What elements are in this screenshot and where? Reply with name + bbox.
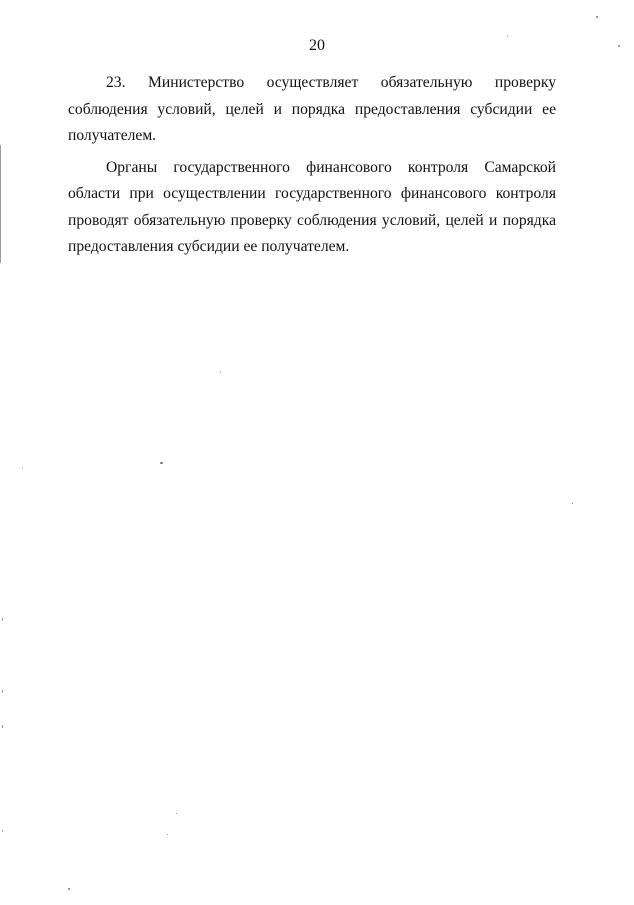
scan-speck xyxy=(160,462,163,464)
scan-speck xyxy=(2,725,3,728)
scan-speck xyxy=(596,16,598,18)
scan-speck xyxy=(618,45,620,47)
paragraph-23: 23. Министерство осуществляет обязательную проверку соблюдения условий, целей и порядка предоставления субсидии ее получателем. xyxy=(68,74,556,144)
scan-speck xyxy=(220,372,221,373)
page-number: 20 xyxy=(309,37,325,54)
scan-edge-line xyxy=(0,145,1,263)
scan-speck xyxy=(176,813,177,814)
scan-speck xyxy=(2,690,3,693)
scan-speck xyxy=(167,834,168,835)
scan-speck xyxy=(22,467,23,468)
scan-speck xyxy=(68,888,70,890)
scan-speck xyxy=(2,830,3,832)
document-body xyxy=(68,70,556,266)
scan-speck xyxy=(572,503,573,504)
scan-speck xyxy=(2,618,3,621)
scan-speck xyxy=(507,36,508,37)
paragraph-control-bodies: Органы государственного финансового контроля Самарской области при осуществлении государственного финансового контроля проводят обязательную проверку соблюдения условий, целей и порядка предоставления субсидии ее получателем. xyxy=(68,158,556,255)
